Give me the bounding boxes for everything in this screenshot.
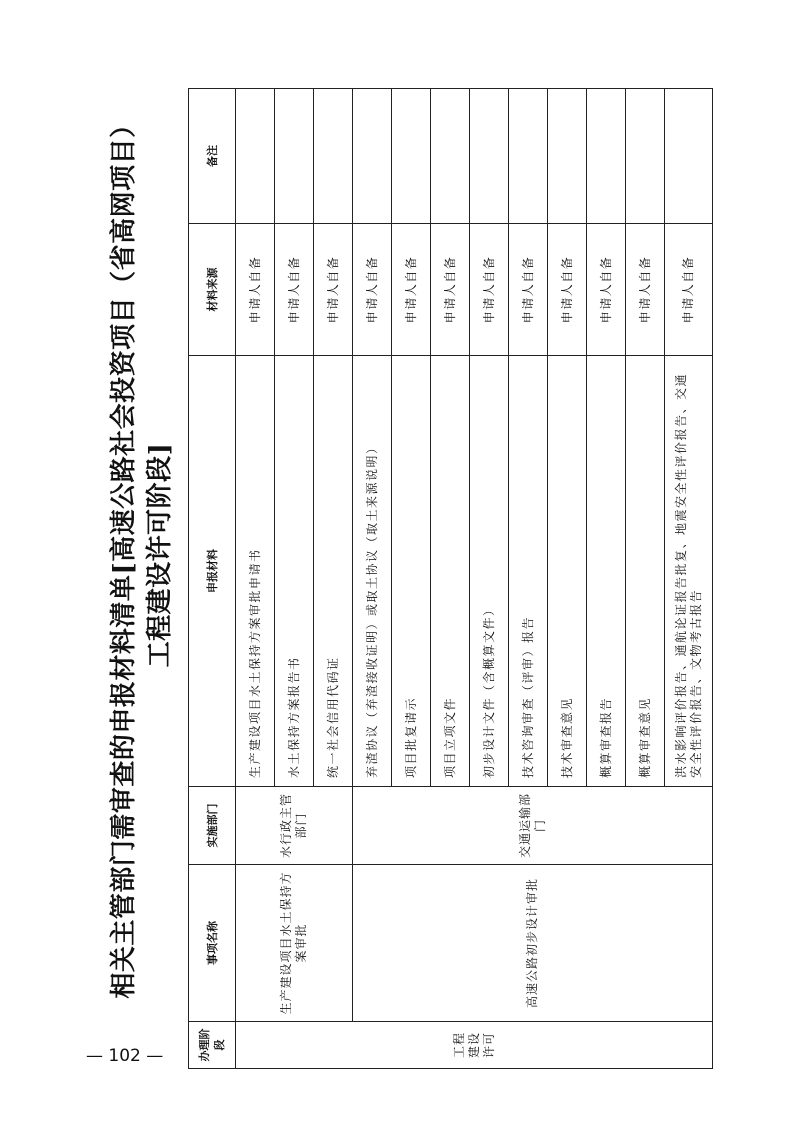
header-department: 实施部门 — [189, 787, 236, 865]
remark-cell — [548, 89, 587, 224]
remark-cell — [626, 89, 665, 224]
source-cell: 申请人自备 — [665, 224, 713, 356]
material-cell: 生产建设项目水土保持方案审批申请书 — [236, 356, 275, 787]
department-cell: 水行政主管部门 — [236, 787, 353, 865]
source-cell: 申请人自备 — [392, 224, 431, 356]
document-title-line-2: 工程建设许可阶段] — [145, 442, 175, 668]
header-material: 申报材料 — [189, 356, 236, 787]
remark-cell — [392, 89, 431, 224]
header-remark: 备注 — [189, 89, 236, 224]
material-cell: 概算审查意见 — [626, 356, 665, 787]
remark-cell — [509, 89, 548, 224]
source-cell: 申请人自备 — [587, 224, 626, 356]
remark-cell — [236, 89, 275, 224]
materials-table — [188, 88, 713, 1069]
source-cell: 申请人自备 — [314, 224, 353, 356]
table-header-row — [189, 89, 236, 1069]
remark-cell — [665, 89, 713, 224]
source-cell: 申请人自备 — [470, 224, 509, 356]
source-cell: 申请人自备 — [353, 224, 392, 356]
material-cell: 概算审查报告 — [587, 356, 626, 787]
material-cell: 技术审查意见 — [548, 356, 587, 787]
source-cell: 申请人自备 — [626, 224, 665, 356]
item-name-cell: 高速公路初步设计审批 — [353, 865, 713, 1022]
item-name-cell: 生产建设项目水土保持方案审批 — [236, 865, 353, 1022]
remark-cell — [353, 89, 392, 224]
table-body — [236, 89, 713, 1069]
source-cell: 申请人自备 — [431, 224, 470, 356]
remark-cell — [431, 89, 470, 224]
material-cell: 水土保持方案报告书 — [275, 356, 314, 787]
remark-cell — [470, 89, 509, 224]
source-cell: 申请人自备 — [236, 224, 275, 356]
source-cell: 申请人自备 — [275, 224, 314, 356]
table-row — [236, 89, 275, 1069]
material-cell: 初步设计文件（含概算文件） — [470, 356, 509, 787]
page-number: — 102 — — [86, 1046, 164, 1066]
material-cell: 弃渣协议（弃渣接收证明）或取土协议（取土来源说明） — [353, 356, 392, 787]
document-title-line-1: 相关主管部门需审查的申报材料清单[高速公路社会投资项目（省高网项目） — [109, 111, 139, 999]
material-cell: 项目立项文件 — [431, 356, 470, 787]
header-item-name: 事项名称 — [189, 865, 236, 1022]
rotated-page-content — [95, 40, 703, 1070]
source-cell: 申请人自备 — [509, 224, 548, 356]
remark-cell — [587, 89, 626, 224]
material-cell: 技术咨询审查（评审）报告 — [509, 356, 548, 787]
remark-cell — [275, 89, 314, 224]
material-cell: 项目批复请示 — [392, 356, 431, 787]
table-row — [353, 89, 392, 1069]
header-stage: 办理阶段 — [189, 1022, 236, 1069]
source-cell: 申请人自备 — [548, 224, 587, 356]
header-source: 材料来源 — [189, 224, 236, 356]
stage-cell: 工程建设许可 — [236, 1022, 713, 1069]
department-cell: 交通运输部门 — [353, 787, 713, 865]
remark-cell — [314, 89, 353, 224]
material-cell: 洪水影响评价报告、通航论证报告批复、地震安全性评价报告、交通安全性评价报告、文物考古报告 — [665, 356, 713, 787]
material-cell: 统一社会信用代码证 — [314, 356, 353, 787]
